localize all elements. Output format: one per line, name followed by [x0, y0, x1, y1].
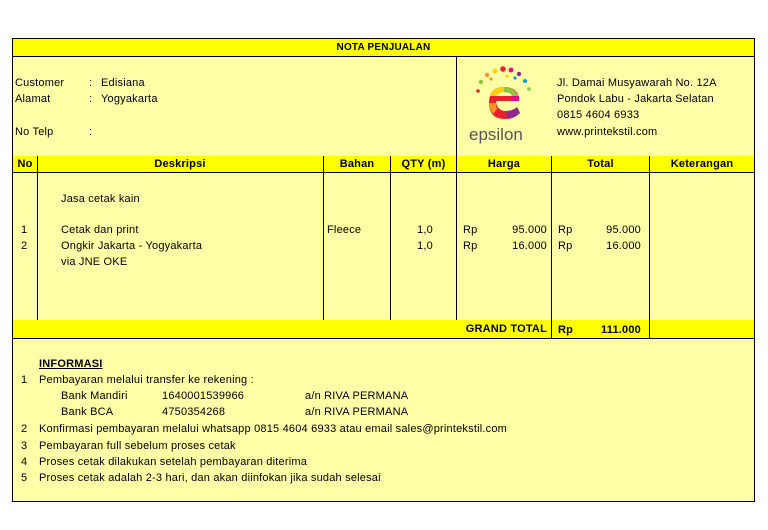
divider [456, 156, 457, 320]
divider [649, 320, 650, 338]
row-2-qty: 1,0 [417, 240, 433, 252]
info-item-4-text: Proses cetak dilakukan setelah pembayaran diterima [39, 456, 308, 468]
col-header-deskripsi: Deskripsi [154, 158, 206, 170]
bank-2-account: 4750354268 [162, 406, 226, 418]
row-1-harga: 95.000 [512, 224, 547, 236]
company-address-1: Jl. Damai Musyawarah No. 12A [557, 77, 717, 89]
row-1-total: 95.000 [606, 224, 641, 236]
info-item-5-no: 5 [21, 472, 28, 484]
row-1-no: 1 [21, 224, 28, 236]
invoice-title: NOTA PENJUALAN [336, 42, 431, 53]
info-item-3-text: Pembayaran full sebelum proses cetak [39, 440, 236, 452]
info-item-2-no: 2 [21, 423, 28, 435]
bank-2-name: Bank BCA [61, 406, 114, 418]
row-2-harga: 16.000 [512, 240, 547, 252]
bank-1-account: 1640001539966 [162, 390, 245, 402]
info-item-1-no: 1 [21, 374, 28, 386]
row-2-total-cur: Rp [558, 240, 573, 252]
customer-sep: : [89, 77, 93, 89]
row-2-no: 2 [21, 240, 28, 252]
info-item-3-no: 3 [21, 440, 28, 452]
col-header-total: Total [587, 158, 614, 170]
info-item-1-text: Pembayaran melalui transfer ke rekening : [39, 374, 254, 386]
col-header-keterangan: Keterangan [670, 158, 734, 170]
invoice-sheet [12, 38, 755, 502]
divider [390, 156, 391, 320]
bank-2-holder: a/n RIVA PERMANA [305, 406, 409, 418]
col-header-no: No [17, 158, 33, 170]
customer-value: Edisiana [101, 77, 145, 89]
row-2-harga-cur: Rp [463, 240, 478, 252]
row-2-total: 16.000 [606, 240, 641, 252]
row-1-total-cur: Rp [558, 224, 573, 236]
divider [13, 56, 754, 57]
divider [13, 338, 754, 339]
divider [551, 156, 552, 338]
row-2-continuation: via JNE OKE [61, 256, 128, 268]
company-website: www.printekstil.com [557, 126, 658, 138]
divider [456, 56, 457, 156]
info-item-5-text: Proses cetak adalah 2-3 hari, dan akan diinfokan jika sudah selesai [39, 472, 381, 484]
info-title: INFORMASI [39, 358, 103, 370]
company-phone: 0815 4604 6933 [557, 109, 640, 121]
telp-label: No Telp [15, 126, 54, 138]
row-1-deskripsi: Cetak dan print [61, 224, 139, 236]
grand-total-cur: Rp [558, 324, 574, 336]
bank-1-holder: a/n RIVA PERMANA [305, 390, 409, 402]
logo-text: epsilon [469, 125, 523, 144]
alamat-sep: : [89, 93, 93, 105]
info-item-2-text: Konfirmasi pembayaran melalui whatsapp 0815 4604 6933 atau email sales@printekstil.com [39, 423, 508, 435]
customer-label: Customer [15, 77, 65, 89]
telp-sep: : [89, 126, 93, 138]
bank-1-name: Bank Mandiri [61, 390, 128, 402]
section-title: Jasa cetak kain [61, 193, 140, 205]
divider [13, 172, 754, 173]
divider [551, 320, 552, 338]
divider [649, 156, 650, 338]
divider [37, 156, 38, 320]
col-header-bahan: Bahan [339, 158, 375, 170]
row-1-harga-cur: Rp [463, 224, 478, 236]
company-address-2: Pondok Labu - Jakarta Selatan [557, 93, 714, 105]
col-header-harga: Harga [487, 158, 521, 170]
row-1-bahan: Fleece [327, 224, 362, 236]
row-2-deskripsi: Ongkir Jakarta - Yogyakarta [61, 240, 203, 252]
grand-total-label: GRAND TOTAL [465, 323, 547, 335]
col-header-qty: QTY (m) [401, 158, 446, 170]
divider [323, 156, 324, 320]
alamat-label: Alamat [15, 93, 51, 105]
alamat-value: Yogyakarta [101, 93, 158, 105]
row-1-qty: 1,0 [417, 224, 433, 236]
grand-total-value: 111.000 [601, 324, 641, 336]
info-item-4-no: 4 [21, 456, 28, 468]
